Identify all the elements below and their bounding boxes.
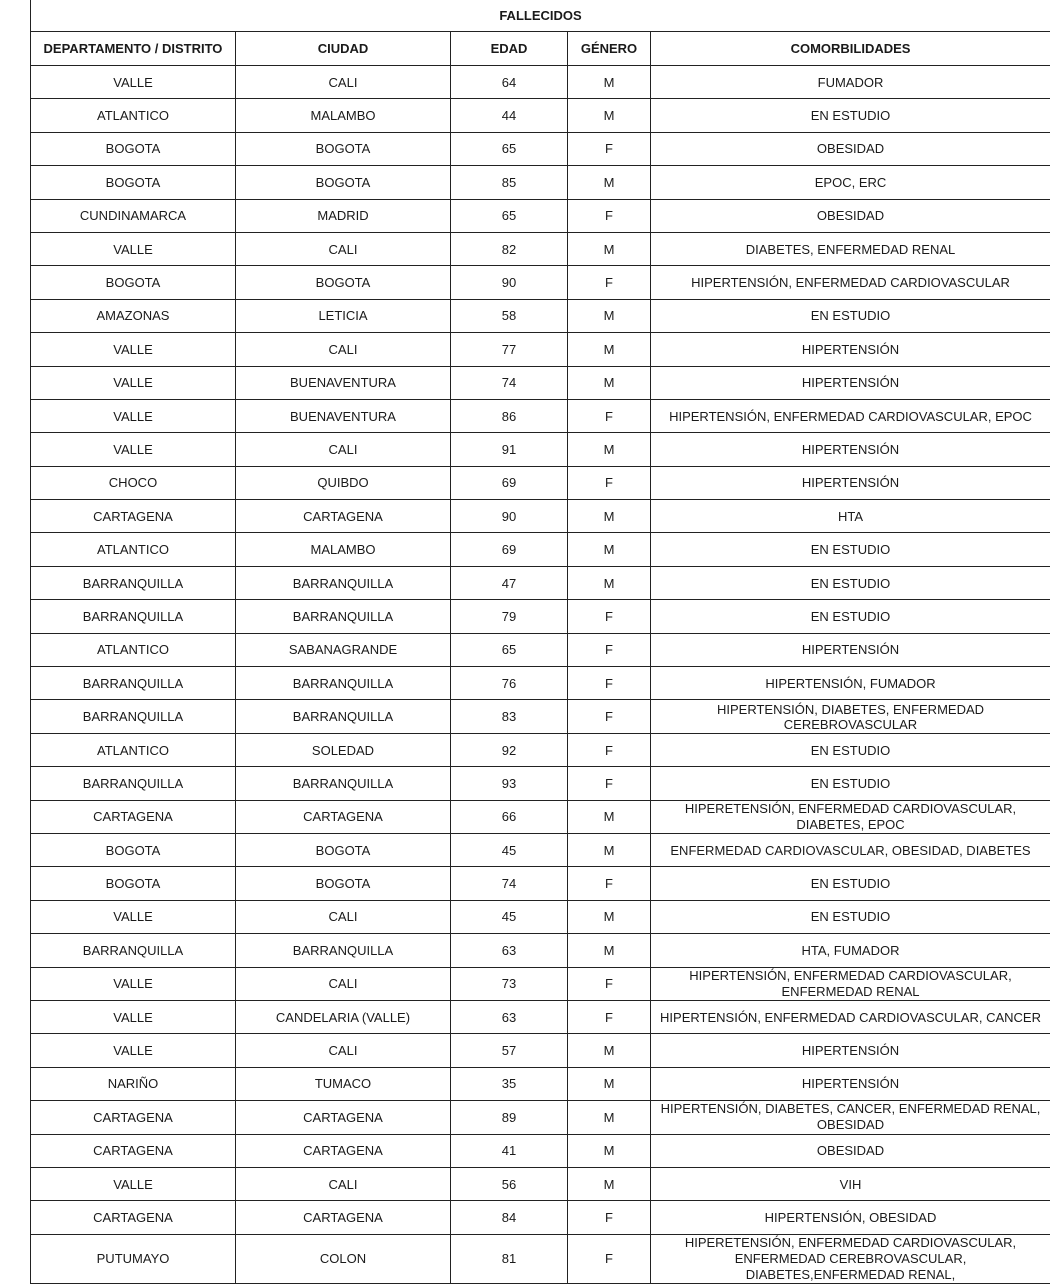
cell-genero: M	[568, 500, 651, 533]
fallecidos-sheet	[30, 0, 1050, 1284]
cell-genero: M	[568, 566, 651, 599]
cell-departamento: BARRANQUILLA	[31, 600, 236, 633]
cell-departamento: ATLANTICO	[31, 633, 236, 666]
table-row	[31, 1201, 1050, 1234]
cell-genero: F	[568, 1201, 651, 1234]
cell-edad: 77	[451, 333, 568, 366]
cell-edad: 76	[451, 667, 568, 700]
cell-comorbilidades: HIPERTENSIÓN	[651, 1034, 1050, 1067]
cell-genero: M	[568, 533, 651, 566]
cell-departamento: PUTUMAYO	[31, 1234, 236, 1283]
cell-departamento: CUNDINAMARCA	[31, 199, 236, 232]
cell-ciudad: CARTAGENA	[236, 1201, 451, 1234]
table-row	[31, 199, 1050, 232]
cell-edad: 85	[451, 166, 568, 199]
table-row	[31, 99, 1050, 132]
cell-edad: 64	[451, 66, 568, 99]
cell-genero: M	[568, 99, 651, 132]
table-row	[31, 333, 1050, 366]
cell-edad: 90	[451, 266, 568, 299]
cell-edad: 91	[451, 433, 568, 466]
header-departamento: DEPARTAMENTO / DISTRITO	[31, 32, 236, 66]
cell-genero: M	[568, 934, 651, 967]
cell-comorbilidades: HIPERTENSIÓN, ENFERMEDAD CARDIOVASCULAR, ENFERMEDAD RENAL	[651, 967, 1050, 1000]
table-row	[31, 533, 1050, 566]
cell-departamento: AMAZONAS	[31, 299, 236, 332]
cell-edad: 93	[451, 767, 568, 800]
cell-edad: 69	[451, 466, 568, 499]
cell-ciudad: COLON	[236, 1234, 451, 1283]
cell-ciudad: BOGOTA	[236, 867, 451, 900]
cell-edad: 79	[451, 600, 568, 633]
cell-ciudad: BUENAVENTURA	[236, 399, 451, 432]
table-row	[31, 934, 1050, 967]
table-row	[31, 166, 1050, 199]
cell-departamento: BARRANQUILLA	[31, 667, 236, 700]
table-row	[31, 399, 1050, 432]
cell-departamento: VALLE	[31, 1000, 236, 1033]
cell-comorbilidades: HIPERTENSIÓN, ENFERMEDAD CARDIOVASCULAR, EPOC	[651, 399, 1050, 432]
cell-comorbilidades: HIPERTENSIÓN	[651, 433, 1050, 466]
cell-departamento: VALLE	[31, 967, 236, 1000]
table-row	[31, 500, 1050, 533]
cell-genero: F	[568, 967, 651, 1000]
cell-genero: M	[568, 333, 651, 366]
cell-genero: M	[568, 800, 651, 833]
cell-genero: F	[568, 1000, 651, 1033]
cell-departamento: VALLE	[31, 1167, 236, 1200]
cell-genero: F	[568, 767, 651, 800]
cell-genero: F	[568, 867, 651, 900]
cell-comorbilidades: EN ESTUDIO	[651, 299, 1050, 332]
table-row	[31, 66, 1050, 99]
cell-departamento: CARTAGENA	[31, 500, 236, 533]
cell-comorbilidades: HIPERTENSIÓN, ENFERMEDAD CARDIOVASCULAR, CANCER	[651, 1000, 1050, 1033]
cell-genero: M	[568, 1067, 651, 1100]
cell-comorbilidades: OBESIDAD	[651, 199, 1050, 232]
table-row	[31, 633, 1050, 666]
cell-departamento: BARRANQUILLA	[31, 767, 236, 800]
cell-comorbilidades: EN ESTUDIO	[651, 767, 1050, 800]
cell-comorbilidades: HIPERTENSIÓN, OBESIDAD	[651, 1201, 1050, 1234]
header-genero: GÉNERO	[568, 32, 651, 66]
cell-genero: M	[568, 1034, 651, 1067]
cell-comorbilidades: ENFERMEDAD CARDIOVASCULAR, OBESIDAD, DIABETES	[651, 833, 1050, 866]
table-row	[31, 800, 1050, 833]
cell-genero: F	[568, 733, 651, 766]
table-body	[31, 66, 1050, 1284]
cell-genero: M	[568, 366, 651, 399]
cell-comorbilidades: HIPERTENSIÓN, ENFERMEDAD CARDIOVASCULAR	[651, 266, 1050, 299]
cell-genero: F	[568, 633, 651, 666]
cell-comorbilidades: EN ESTUDIO	[651, 566, 1050, 599]
cell-comorbilidades: HIPERTENSIÓN	[651, 1067, 1050, 1100]
cell-departamento: BARRANQUILLA	[31, 700, 236, 733]
cell-ciudad: CANDELARIA (VALLE)	[236, 1000, 451, 1033]
cell-ciudad: CARTAGENA	[236, 1134, 451, 1167]
header-row	[31, 32, 1050, 66]
cell-edad: 90	[451, 500, 568, 533]
cell-ciudad: BARRANQUILLA	[236, 700, 451, 733]
cell-edad: 47	[451, 566, 568, 599]
cell-ciudad: CARTAGENA	[236, 500, 451, 533]
cell-comorbilidades: HIPERTENSIÓN	[651, 366, 1050, 399]
cell-ciudad: BARRANQUILLA	[236, 667, 451, 700]
table-title: FALLECIDOS	[31, 0, 1050, 32]
cell-departamento: BARRANQUILLA	[31, 566, 236, 599]
table-row	[31, 733, 1050, 766]
cell-departamento: CHOCO	[31, 466, 236, 499]
cell-edad: 65	[451, 199, 568, 232]
cell-comorbilidades: HIPERTENSIÓN	[651, 466, 1050, 499]
cell-departamento: BOGOTA	[31, 833, 236, 866]
cell-edad: 73	[451, 967, 568, 1000]
cell-genero: F	[568, 600, 651, 633]
cell-comorbilidades: HTA, FUMADOR	[651, 934, 1050, 967]
cell-genero: F	[568, 466, 651, 499]
table-row	[31, 232, 1050, 265]
cell-comorbilidades: EN ESTUDIO	[651, 600, 1050, 633]
cell-genero: F	[568, 199, 651, 232]
cell-comorbilidades: EN ESTUDIO	[651, 533, 1050, 566]
cell-genero: M	[568, 1167, 651, 1200]
cell-ciudad: BARRANQUILLA	[236, 566, 451, 599]
cell-ciudad: CARTAGENA	[236, 800, 451, 833]
cell-genero: M	[568, 166, 651, 199]
table-row	[31, 366, 1050, 399]
cell-comorbilidades: EN ESTUDIO	[651, 99, 1050, 132]
table-row	[31, 1101, 1050, 1134]
title-row	[31, 0, 1050, 32]
cell-comorbilidades: HTA	[651, 500, 1050, 533]
cell-edad: 56	[451, 1167, 568, 1200]
cell-edad: 66	[451, 800, 568, 833]
cell-edad: 89	[451, 1101, 568, 1134]
cell-departamento: VALLE	[31, 66, 236, 99]
cell-ciudad: CALI	[236, 1034, 451, 1067]
cell-ciudad: BARRANQUILLA	[236, 934, 451, 967]
cell-edad: 41	[451, 1134, 568, 1167]
cell-departamento: BOGOTA	[31, 132, 236, 165]
cell-edad: 45	[451, 900, 568, 933]
cell-comorbilidades: EPOC, ERC	[651, 166, 1050, 199]
cell-edad: 74	[451, 366, 568, 399]
cell-ciudad: MALAMBO	[236, 99, 451, 132]
cell-ciudad: QUIBDO	[236, 466, 451, 499]
cell-departamento: CARTAGENA	[31, 1101, 236, 1134]
cell-edad: 35	[451, 1067, 568, 1100]
cell-departamento: BARRANQUILLA	[31, 934, 236, 967]
cell-genero: F	[568, 266, 651, 299]
cell-ciudad: BUENAVENTURA	[236, 366, 451, 399]
cell-ciudad: CARTAGENA	[236, 1101, 451, 1134]
cell-ciudad: BOGOTA	[236, 833, 451, 866]
cell-ciudad: SABANAGRANDE	[236, 633, 451, 666]
cell-departamento: VALLE	[31, 333, 236, 366]
cell-edad: 63	[451, 1000, 568, 1033]
cell-comorbilidades: VIH	[651, 1167, 1050, 1200]
cell-ciudad: CALI	[236, 900, 451, 933]
table-row	[31, 1234, 1050, 1283]
table-row	[31, 433, 1050, 466]
table-row	[31, 900, 1050, 933]
cell-ciudad: LETICIA	[236, 299, 451, 332]
cell-ciudad: MALAMBO	[236, 533, 451, 566]
cell-edad: 81	[451, 1234, 568, 1283]
table-row	[31, 700, 1050, 733]
cell-departamento: VALLE	[31, 900, 236, 933]
table-row	[31, 299, 1050, 332]
cell-edad: 86	[451, 399, 568, 432]
cell-departamento: VALLE	[31, 399, 236, 432]
cell-edad: 69	[451, 533, 568, 566]
table-row	[31, 967, 1050, 1000]
cell-ciudad: BOGOTA	[236, 166, 451, 199]
header-comorbilidades: COMORBILIDADES	[651, 32, 1050, 66]
header-ciudad: CIUDAD	[236, 32, 451, 66]
cell-comorbilidades: FUMADOR	[651, 66, 1050, 99]
cell-comorbilidades: EN ESTUDIO	[651, 900, 1050, 933]
cell-ciudad: CALI	[236, 333, 451, 366]
cell-departamento: ATLANTICO	[31, 99, 236, 132]
table-row	[31, 466, 1050, 499]
cell-comorbilidades: OBESIDAD	[651, 1134, 1050, 1167]
cell-genero: M	[568, 900, 651, 933]
cell-comorbilidades: HIPERETENSIÓN, ENFERMEDAD CARDIOVASCULAR, ENFERMEDAD CEREBROVASCULAR, DIABETES,ENFERMEDAD RENAL,	[651, 1234, 1050, 1283]
cell-comorbilidades: DIABETES, ENFERMEDAD RENAL	[651, 232, 1050, 265]
cell-comorbilidades: EN ESTUDIO	[651, 733, 1050, 766]
cell-comorbilidades: HIPERTENSIÓN, DIABETES, ENFERMEDAD CEREBROVASCULAR	[651, 700, 1050, 733]
cell-edad: 84	[451, 1201, 568, 1234]
cell-genero: M	[568, 66, 651, 99]
cell-genero: M	[568, 299, 651, 332]
cell-comorbilidades: EN ESTUDIO	[651, 867, 1050, 900]
cell-comorbilidades: HIPERTENSIÓN, DIABETES, CANCER, ENFERMEDAD RENAL, OBESIDAD	[651, 1101, 1050, 1134]
cell-edad: 74	[451, 867, 568, 900]
table-row	[31, 132, 1050, 165]
cell-ciudad: CALI	[236, 967, 451, 1000]
cell-comorbilidades: OBESIDAD	[651, 132, 1050, 165]
cell-departamento: CARTAGENA	[31, 1134, 236, 1167]
cell-ciudad: BOGOTA	[236, 266, 451, 299]
cell-ciudad: SOLEDAD	[236, 733, 451, 766]
cell-departamento: BOGOTA	[31, 166, 236, 199]
cell-genero: F	[568, 700, 651, 733]
cell-genero: F	[568, 399, 651, 432]
cell-ciudad: BARRANQUILLA	[236, 600, 451, 633]
cell-departamento: VALLE	[31, 433, 236, 466]
cell-ciudad: BOGOTA	[236, 132, 451, 165]
cell-genero: M	[568, 1134, 651, 1167]
cell-comorbilidades: HIPERTENSIÓN, FUMADOR	[651, 667, 1050, 700]
cell-ciudad: CALI	[236, 1167, 451, 1200]
table-row	[31, 1067, 1050, 1100]
cell-edad: 65	[451, 132, 568, 165]
table-row	[31, 600, 1050, 633]
table-row	[31, 266, 1050, 299]
cell-ciudad: MADRID	[236, 199, 451, 232]
cell-edad: 83	[451, 700, 568, 733]
cell-departamento: ATLANTICO	[31, 533, 236, 566]
table-row	[31, 1034, 1050, 1067]
cell-comorbilidades: HIPERETENSIÓN, ENFERMEDAD CARDIOVASCULAR, DIABETES, EPOC	[651, 800, 1050, 833]
cell-genero: M	[568, 232, 651, 265]
table-row	[31, 566, 1050, 599]
cell-ciudad: CALI	[236, 66, 451, 99]
cell-ciudad: CALI	[236, 433, 451, 466]
table-row	[31, 667, 1050, 700]
cell-edad: 63	[451, 934, 568, 967]
cell-departamento: CARTAGENA	[31, 800, 236, 833]
cell-genero: M	[568, 433, 651, 466]
fallecidos-table	[30, 0, 1050, 1284]
cell-ciudad: TUMACO	[236, 1067, 451, 1100]
cell-edad: 58	[451, 299, 568, 332]
cell-genero: F	[568, 132, 651, 165]
cell-departamento: NARIÑO	[31, 1067, 236, 1100]
cell-ciudad: BARRANQUILLA	[236, 767, 451, 800]
table-row	[31, 1134, 1050, 1167]
table-row	[31, 767, 1050, 800]
cell-edad: 45	[451, 833, 568, 866]
table-row	[31, 1167, 1050, 1200]
cell-genero: F	[568, 1234, 651, 1283]
cell-edad: 44	[451, 99, 568, 132]
cell-genero: M	[568, 1101, 651, 1134]
table-row	[31, 867, 1050, 900]
cell-departamento: CARTAGENA	[31, 1201, 236, 1234]
cell-departamento: VALLE	[31, 1034, 236, 1067]
cell-comorbilidades: HIPERTENSIÓN	[651, 333, 1050, 366]
cell-departamento: VALLE	[31, 366, 236, 399]
cell-genero: M	[568, 833, 651, 866]
cell-departamento: BOGOTA	[31, 867, 236, 900]
header-edad: EDAD	[451, 32, 568, 66]
cell-departamento: ATLANTICO	[31, 733, 236, 766]
cell-ciudad: CALI	[236, 232, 451, 265]
cell-edad: 65	[451, 633, 568, 666]
table-row	[31, 1000, 1050, 1033]
cell-departamento: VALLE	[31, 232, 236, 265]
cell-genero: F	[568, 667, 651, 700]
cell-departamento: BOGOTA	[31, 266, 236, 299]
cell-edad: 57	[451, 1034, 568, 1067]
cell-edad: 92	[451, 733, 568, 766]
cell-edad: 82	[451, 232, 568, 265]
table-row	[31, 833, 1050, 866]
cell-comorbilidades: HIPERTENSIÓN	[651, 633, 1050, 666]
